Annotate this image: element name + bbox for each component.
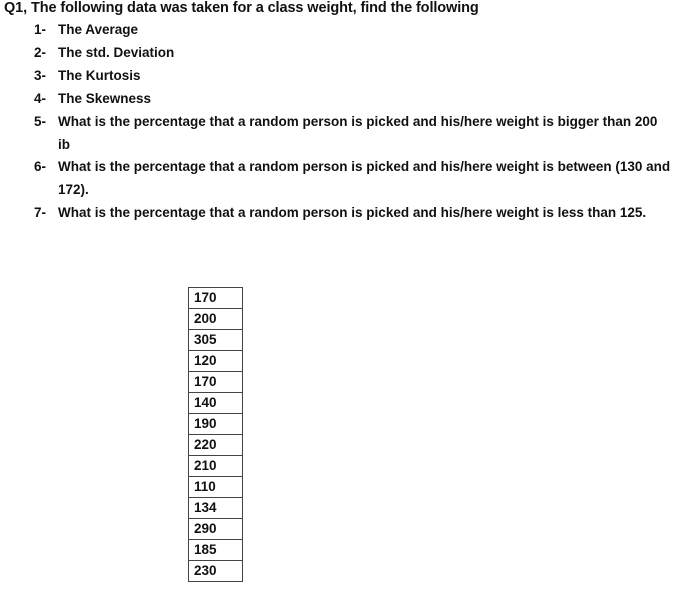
item-text: The Kurtosis	[58, 68, 141, 83]
weight-cell: 170	[189, 372, 243, 393]
item-number: 7-	[34, 205, 47, 220]
list-item	[34, 87, 678, 110]
item-text: What is the percentage that a random person is picked and his/here weight is between (130 and 172).	[58, 159, 671, 197]
table-row	[189, 456, 243, 477]
list-item	[34, 64, 678, 87]
weight-cell: 110	[189, 477, 243, 498]
table-row	[189, 414, 243, 435]
item-text: The std. Deviation	[58, 45, 175, 60]
item-number: 1-	[34, 22, 47, 37]
weight-cell: 200	[189, 309, 243, 330]
table-row	[189, 351, 243, 372]
item-number: 4-	[34, 91, 47, 106]
weight-cell: 220	[189, 435, 243, 456]
table-row	[189, 561, 243, 582]
weight-cell: 134	[189, 498, 243, 519]
table-row	[189, 519, 243, 540]
list-item	[34, 201, 673, 224]
table-row	[189, 477, 243, 498]
weight-cell: 140	[189, 393, 243, 414]
list-item	[34, 18, 678, 41]
table-row	[189, 498, 243, 519]
list-item	[34, 41, 678, 64]
table-row	[189, 393, 243, 414]
item-text: The Average	[58, 22, 139, 37]
item-text: What is the percentage that a random person is picked and his/here weight is less than 125.	[58, 205, 647, 220]
list-item	[34, 155, 673, 201]
table-row	[189, 288, 243, 309]
table-row	[189, 435, 243, 456]
weight-cell: 290	[189, 519, 243, 540]
item-text: The Skewness	[58, 91, 152, 106]
weight-cell: 185	[189, 540, 243, 561]
weights-table	[188, 287, 243, 582]
weight-cell: 305	[189, 330, 243, 351]
item-text: What is the percentage that a random person is picked and his/here weight is bigger than 200 ib	[58, 114, 658, 152]
question-title: Q1, The following data was taken for a class weight, find the following	[4, 0, 479, 16]
weight-cell: 230	[189, 561, 243, 582]
item-number: 3-	[34, 68, 47, 83]
table-row	[189, 540, 243, 561]
item-number: 6-	[34, 159, 47, 174]
list-item	[34, 110, 658, 156]
weight-cell: 210	[189, 456, 243, 477]
weight-cell: 120	[189, 351, 243, 372]
weight-cell: 190	[189, 414, 243, 435]
item-number: 2-	[34, 45, 47, 60]
weight-cell: 170	[189, 288, 243, 309]
table-row	[189, 372, 243, 393]
table-row	[189, 309, 243, 330]
item-number: 5-	[34, 114, 47, 129]
table-row	[189, 330, 243, 351]
